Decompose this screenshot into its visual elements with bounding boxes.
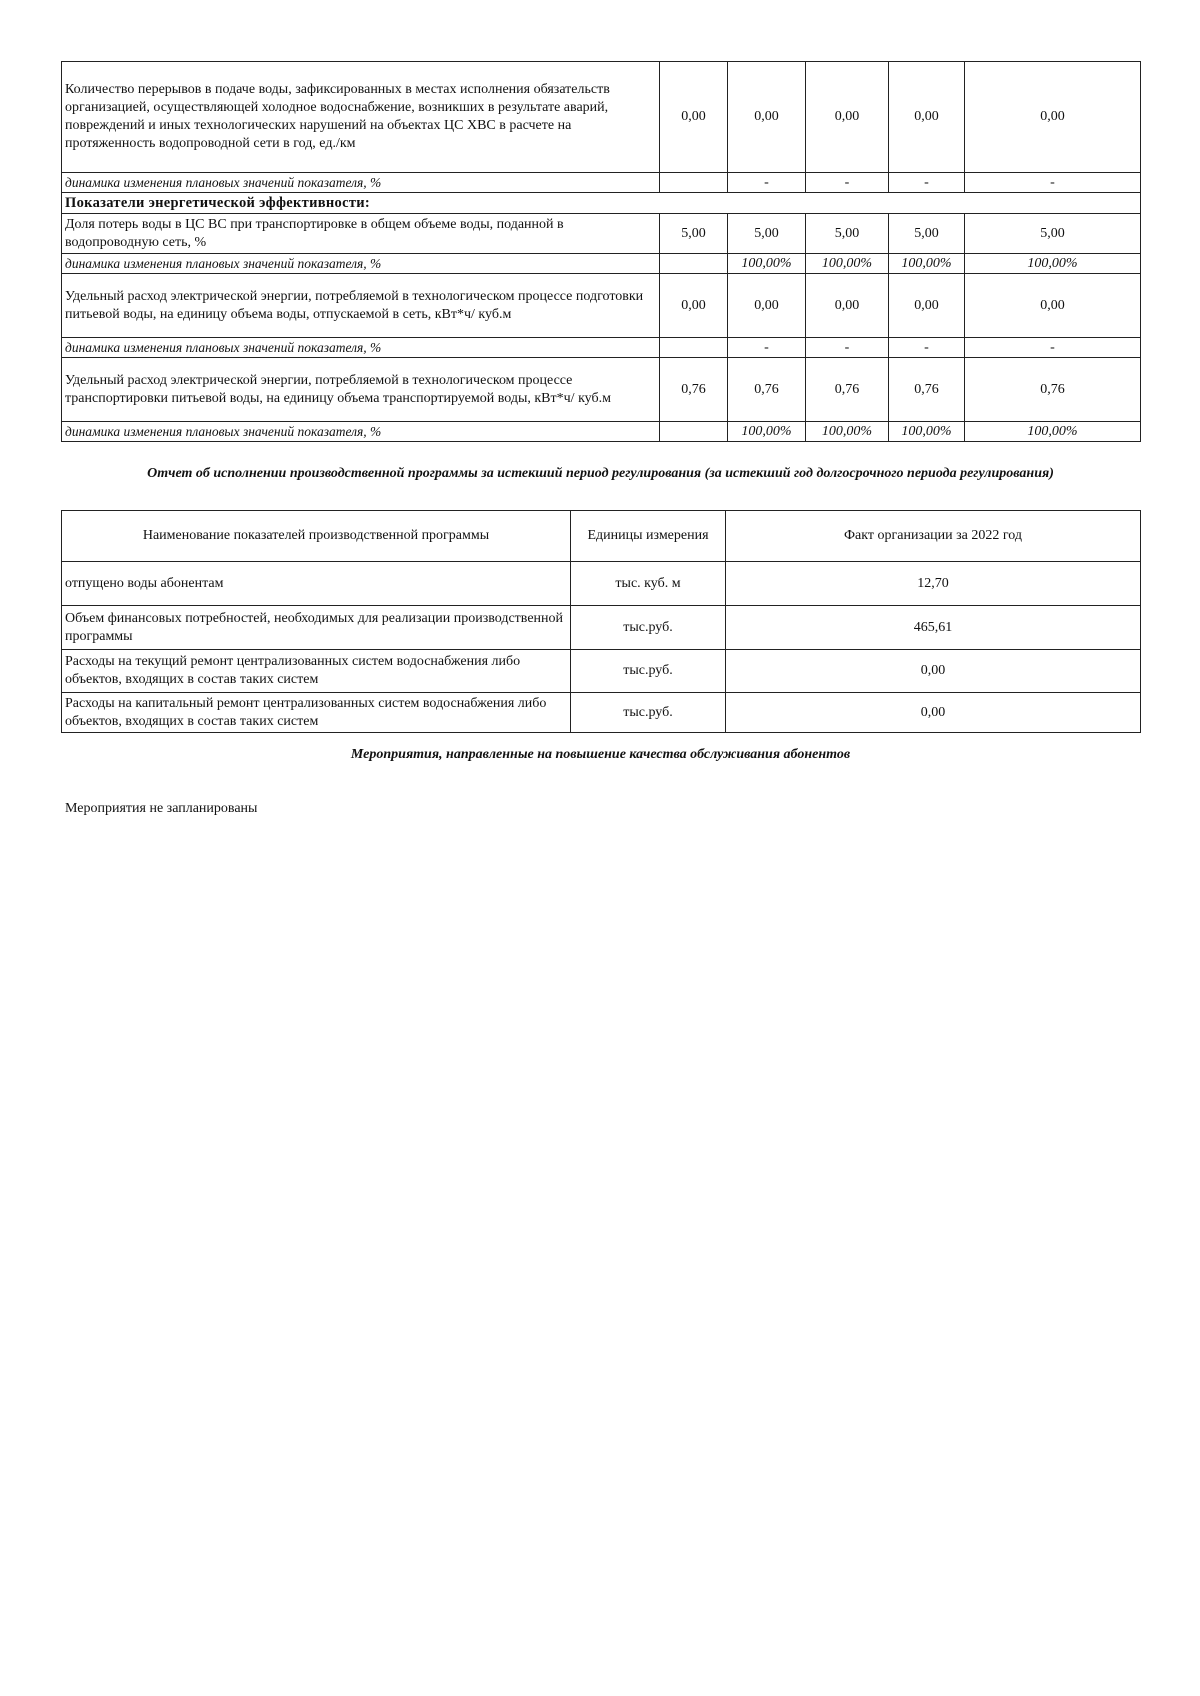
dynamics-value: 100,00% [889, 254, 965, 274]
indicator-value: 0,00 [728, 62, 806, 173]
indicator-value: 0,76 [965, 358, 1141, 422]
dynamics-value: - [965, 338, 1141, 358]
dynamics-value: 100,00% [889, 422, 965, 442]
dynamics-value [660, 254, 728, 274]
dynamics-value: - [728, 173, 806, 193]
indicator-value: 0,00 [889, 274, 965, 338]
dynamics-value: - [965, 173, 1141, 193]
indicator-row [62, 274, 1141, 338]
dynamics-value: 100,00% [806, 422, 889, 442]
indicator-value: 0,00 [965, 274, 1141, 338]
report-item-unit: тыс.руб. [571, 650, 726, 693]
dynamics-value: - [889, 173, 965, 193]
indicator-name: Удельный расход электрической энергии, потребляемой в технологическом процессе подготовки питьевой воды, на единицу объема воды, отпускаемой в сеть, кВт*ч/ куб.м [62, 274, 660, 338]
report-table [61, 510, 1141, 733]
report-item-fact: 465,61 [726, 606, 1141, 650]
indicator-value: 0,76 [660, 358, 728, 422]
report-item-unit: тыс. куб. м [571, 562, 726, 606]
indicator-value: 0,00 [889, 62, 965, 173]
report-row [62, 650, 1141, 693]
indicator-value: 5,00 [660, 214, 728, 254]
indicator-row [62, 62, 1141, 173]
indicator-name: Доля потерь воды в ЦС ВС при транспортировке в общем объеме воды, поданной в водопроводную сеть, % [62, 214, 660, 254]
measures-note: Мероприятия не запланированы [65, 801, 258, 816]
indicators-table [61, 61, 1141, 442]
dynamics-value: 100,00% [965, 254, 1141, 274]
indicator-value: 5,00 [806, 214, 889, 254]
dynamics-value: 100,00% [806, 254, 889, 274]
report-item-unit: тыс.руб. [571, 693, 726, 733]
indicator-row [62, 214, 1141, 254]
dynamics-row [62, 254, 1141, 274]
report-title: Отчет об исполнении производственной программы за истекший период регулирования (за истекший год долгосрочного периода регулирования) [147, 466, 1054, 481]
report-item-fact: 0,00 [726, 693, 1141, 733]
report-row [62, 562, 1141, 606]
dynamics-value: 100,00% [728, 254, 806, 274]
indicator-value: 0,76 [728, 358, 806, 422]
section-row [62, 193, 1141, 214]
section-heading: Показатели энергетической эффективности: [62, 193, 1141, 214]
header-unit: Единицы измерения [571, 511, 726, 562]
report-item-fact: 0,00 [726, 650, 1141, 693]
report-row [62, 606, 1141, 650]
header-name: Наименование показателей производственной программы [62, 511, 571, 562]
indicator-value: 0,00 [660, 274, 728, 338]
indicator-value: 0,00 [965, 62, 1141, 173]
dynamics-value: - [728, 338, 806, 358]
indicator-value: 5,00 [965, 214, 1141, 254]
measures-title: Мероприятия, направленные на повышение качества обслуживания абонентов [350, 747, 851, 762]
dynamics-value: 100,00% [728, 422, 806, 442]
indicator-value: 0,00 [660, 62, 728, 173]
report-header-row [62, 511, 1141, 562]
report-row [62, 693, 1141, 733]
dynamics-value: - [806, 173, 889, 193]
indicator-name: Количество перерывов в подаче воды, зафиксированных в местах исполнения обязательств организацией, осуществляющей холодное водоснабжение, возникших в результате аварий, повреждений и иных технологических нарушений на объектах ЦС ХВС в расчете на протяженность водопроводной сети в год, ед./км [62, 62, 660, 173]
report-item-name: Расходы на капитальный ремонт централизованных систем водоснабжения либо объектов, входящих в состав таких систем [62, 693, 571, 733]
dynamics-label: динамика изменения плановых значений показателя, % [62, 254, 660, 274]
dynamics-value [660, 422, 728, 442]
dynamics-label: динамика изменения плановых значений показателя, % [62, 422, 660, 442]
dynamics-value: - [889, 338, 965, 358]
report-item-name: Расходы на текущий ремонт централизованных систем водоснабжения либо объектов, входящих в состав таких систем [62, 650, 571, 693]
indicator-row [62, 358, 1141, 422]
dynamics-label: динамика изменения плановых значений показателя, % [62, 173, 660, 193]
indicator-value: 5,00 [889, 214, 965, 254]
dynamics-value: 100,00% [965, 422, 1141, 442]
dynamics-row [62, 338, 1141, 358]
indicator-value: 0,76 [806, 358, 889, 422]
dynamics-row [62, 422, 1141, 442]
indicator-value: 0,00 [728, 274, 806, 338]
indicator-value: 0,00 [806, 62, 889, 173]
report-item-name: отпущено воды абонентам [62, 562, 571, 606]
dynamics-label: динамика изменения плановых значений показателя, % [62, 338, 660, 358]
indicator-value: 0,00 [806, 274, 889, 338]
report-item-name: Объем финансовых потребностей, необходимых для реализации производственной программы [62, 606, 571, 650]
report-item-fact: 12,70 [726, 562, 1141, 606]
indicator-name: Удельный расход электрической энергии, потребляемой в технологическом процессе транспортировки питьевой воды, на единицу объема транспортируемой воды, кВт*ч/ куб.м [62, 358, 660, 422]
dynamics-value [660, 338, 728, 358]
indicator-value: 0,76 [889, 358, 965, 422]
dynamics-row [62, 173, 1141, 193]
dynamics-value: - [806, 338, 889, 358]
dynamics-value [660, 173, 728, 193]
report-item-unit: тыс.руб. [571, 606, 726, 650]
indicator-value: 5,00 [728, 214, 806, 254]
header-fact: Факт организации за 2022 год [726, 511, 1141, 562]
